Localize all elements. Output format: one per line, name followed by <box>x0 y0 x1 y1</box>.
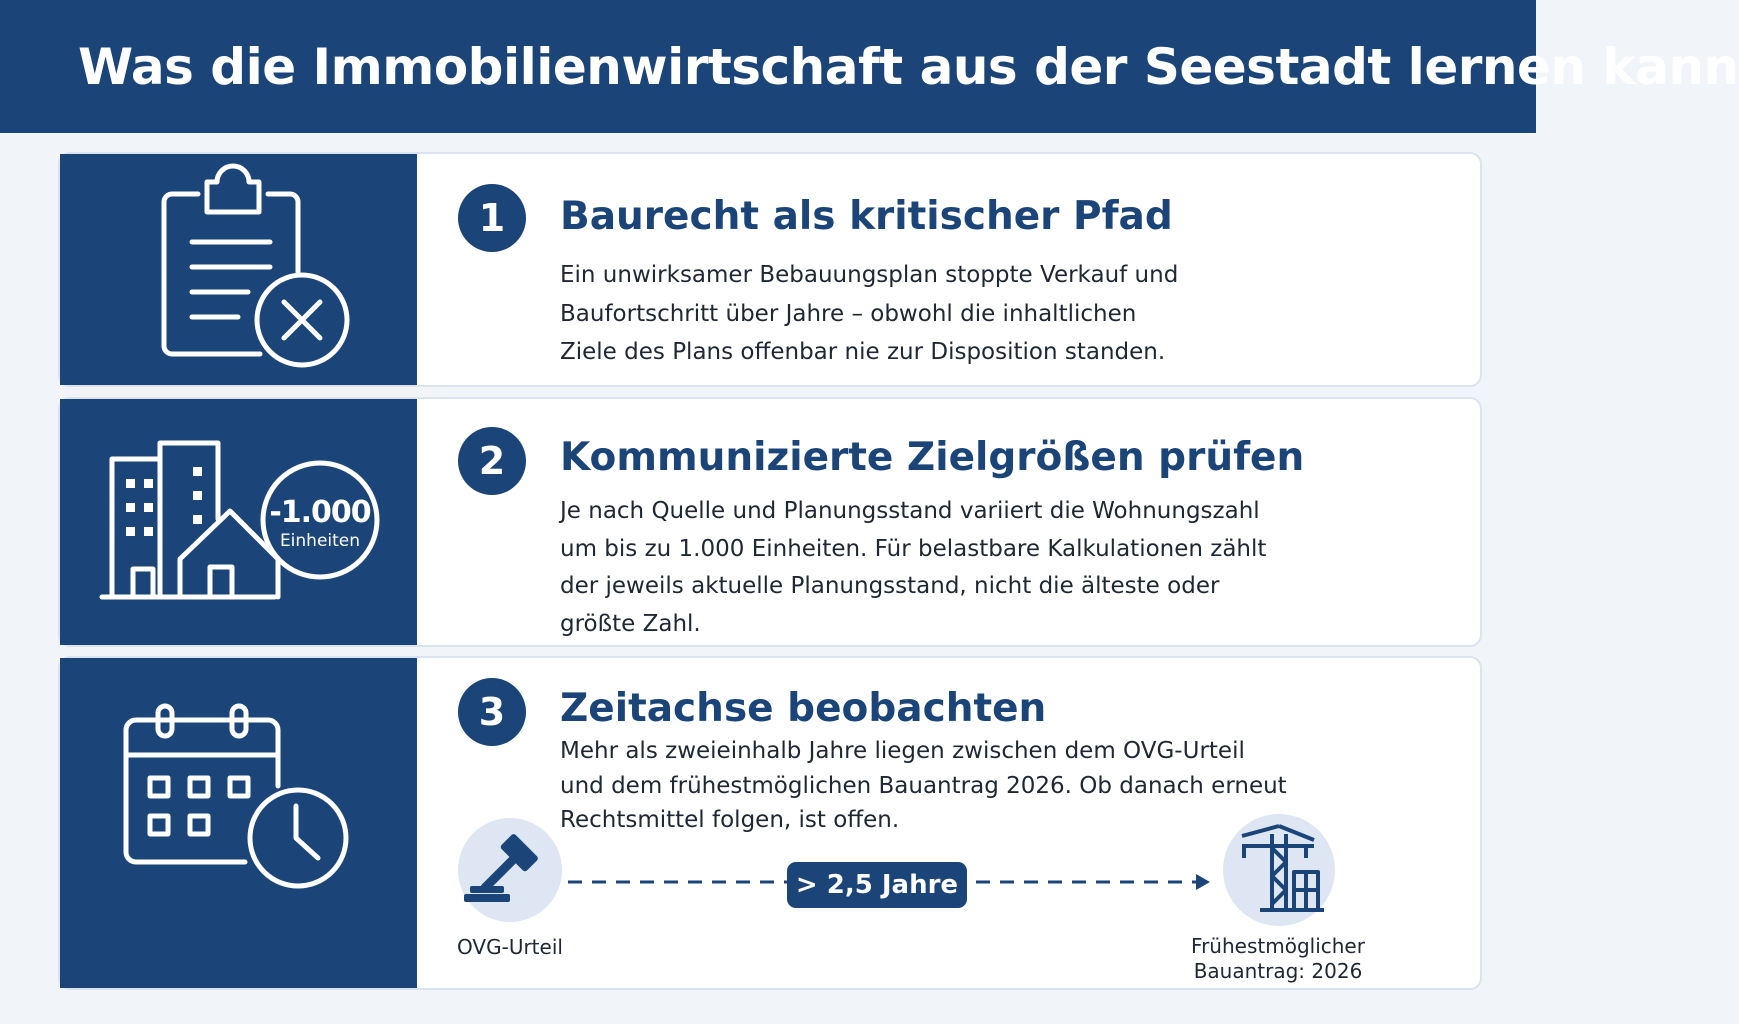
lesson-card-3 <box>58 656 1482 990</box>
units-badge-label: Einheiten <box>279 531 361 551</box>
timeline-start-label: OVG-Urteil <box>457 935 563 959</box>
card-text-line: Je nach Quelle und Planungsstand variiert die Wohnungszahl <box>560 498 1260 524</box>
clipboard-cross-icon <box>60 154 417 389</box>
card-text-line: Mehr als zweieinhalb Jahre liegen zwischen dem OVG-Urteil <box>560 738 1245 764</box>
icon-panel <box>60 154 417 385</box>
card-text-line: und dem frühestmöglichen Bauantrag 2026. Ob danach erneut <box>560 772 1287 799</box>
units-badge-value: -1.000 <box>269 495 371 530</box>
card-title-2: Kommunizierte Zielgrößen prüfen <box>560 435 1305 480</box>
card-text-line: Baufortschritt über Jahre – obwohl die inhaltlichen <box>560 300 1137 327</box>
icon-panel <box>60 399 417 645</box>
card-text-line: Rechtsmittel folgen, ist offen. <box>560 807 900 833</box>
timeline-arrowhead <box>1196 874 1210 890</box>
duration-badge: > 2,5 Jahre <box>787 862 967 908</box>
card-title-3: Zeitachse beobachten <box>560 686 1047 731</box>
page-title: Was die Immobilienwirtschaft aus der Seestadt lernen kann <box>78 38 1739 96</box>
card-text-2 <box>560 493 1360 643</box>
step-number-3: 3 <box>458 678 526 746</box>
timeline <box>60 658 1484 992</box>
gavel-icon <box>458 818 562 922</box>
card-title-1: Baurecht als kritischer Pfad <box>560 194 1173 239</box>
card-text-line: der jeweils aktuelle Planungsstand, nicht die älteste oder <box>560 573 1220 599</box>
card-text-line: Ziele des Plans offenbar nie zur Disposition standen. <box>560 339 1166 365</box>
step-number-1: 1 <box>458 184 526 252</box>
crane-building-icon <box>1223 814 1335 926</box>
lesson-card-2 <box>58 397 1482 647</box>
header-banner <box>0 0 1739 133</box>
timeline-end-label <box>1178 934 1378 984</box>
timeline-end-label-line1: Frühestmöglicher <box>1191 934 1365 958</box>
card-text-line: Ein unwirksamer Bebauungsplan stoppte Verkauf und <box>560 262 1179 288</box>
timeline-end-label-line2: Bauantrag: 2026 <box>1193 959 1363 983</box>
card-text-1 <box>560 256 1360 372</box>
card-text-line: um bis zu 1.000 Einheiten. Für belastbare Kalkulationen zählt <box>560 535 1267 562</box>
step-number-2: 2 <box>458 427 526 495</box>
card-text-line: größte Zahl. <box>560 610 701 637</box>
lesson-card-1 <box>58 152 1482 387</box>
